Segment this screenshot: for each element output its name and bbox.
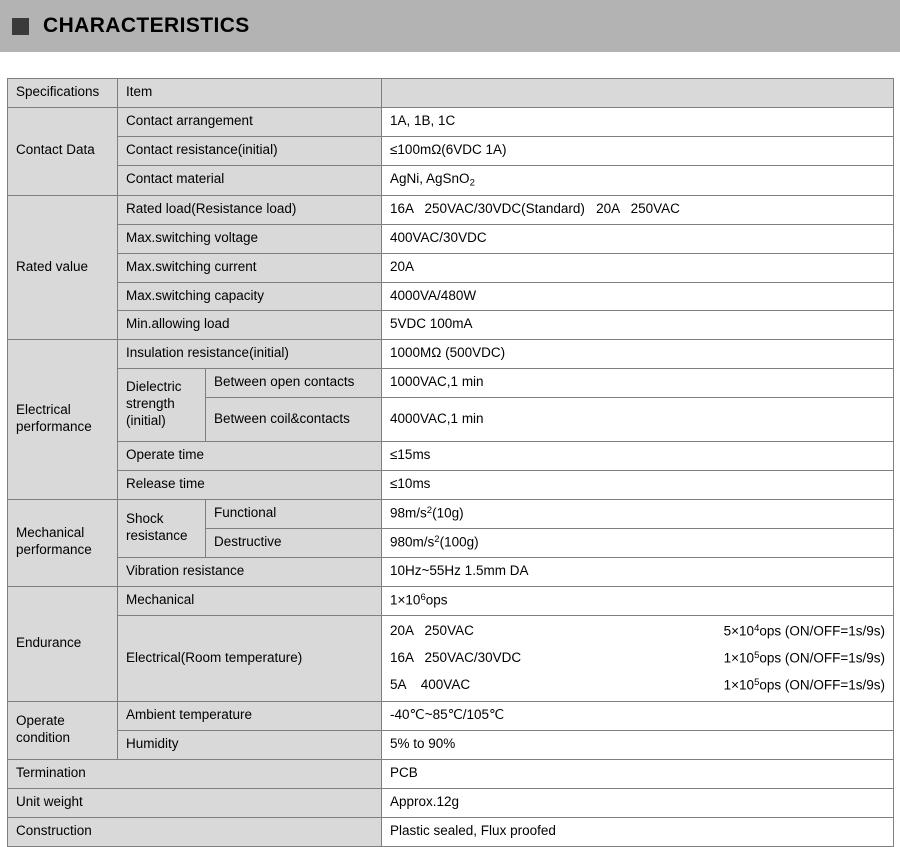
item-rated-load: Rated load(Resistance load) <box>118 195 382 224</box>
endurance-right: $5\times 10^4ops$ (ON/OFF=1s/9s) <box>723 623 886 639</box>
category-operate-condition: Operate condition <box>8 702 118 760</box>
value-contact-resistance: ≤100mΩ(6VDC 1A) <box>382 136 894 165</box>
endurance-left: 5A 400VAC <box>390 677 471 693</box>
endurance-right: $1\times 10^5ops$ (ON/OFF=1s/9s) <box>723 650 886 666</box>
header-specifications: Specifications <box>8 79 118 108</box>
table-row <box>8 789 894 818</box>
item-vibration-resistance: Vibration resistance <box>118 558 382 587</box>
header-item: Item <box>118 79 382 108</box>
table-row <box>8 558 894 587</box>
value-construction: Plastic sealed, Flux proofed <box>382 817 894 846</box>
table-row <box>8 731 894 760</box>
table-row <box>8 760 894 789</box>
table-row <box>8 817 894 846</box>
table-row <box>8 224 894 253</box>
table-row <box>8 470 894 499</box>
value-contact-arrangement: 1A, 1B, 1C <box>382 107 894 136</box>
table-row <box>8 253 894 282</box>
item-contact-arrangement: Contact arrangement <box>118 107 382 136</box>
item-mechanical-endurance: Mechanical <box>118 586 382 615</box>
endurance-line <box>390 672 885 699</box>
item-contact-resistance: Contact resistance(initial) <box>118 136 382 165</box>
value-min-allowing-load: 5VDC 100mA <box>382 311 894 340</box>
item-max-switching-current: Max.switching current <box>118 253 382 282</box>
table-row <box>8 499 894 528</box>
item-humidity: Humidity <box>118 731 382 760</box>
value-electrical-endurance <box>382 616 894 702</box>
subitem-between-open-contacts: Between open contacts <box>206 369 382 398</box>
endurance-left: 16A 250VAC/30VDC <box>390 650 522 666</box>
item-ambient-temperature: Ambient temperature <box>118 702 382 731</box>
characteristics-table <box>7 78 894 847</box>
value-release-time: ≤10ms <box>382 470 894 499</box>
table-header-row <box>8 79 894 108</box>
table-row <box>8 107 894 136</box>
value-operate-time: ≤15ms <box>382 442 894 471</box>
table-row <box>8 311 894 340</box>
category-rated-value: Rated value <box>8 195 118 339</box>
header-value <box>382 79 894 108</box>
item-contact-material: Contact material <box>118 165 382 195</box>
table-row <box>8 136 894 165</box>
value-ambient-temperature: -40℃~85℃/105℃ <box>382 702 894 731</box>
value-between-open-contacts: 1000VAC,1 min <box>382 369 894 398</box>
subitem-functional: Functional <box>206 499 382 528</box>
item-electrical-endurance: Electrical(Room temperature) <box>118 616 382 702</box>
value-shock-functional: $98m/s^2(10g)$ <box>382 499 894 528</box>
item-max-switching-capacity: Max.switching capacity <box>118 282 382 311</box>
table-row <box>8 369 894 398</box>
value-rated-load: 16A 250VAC/30VDC(Standard) 20A 250VAC <box>382 195 894 224</box>
table-row <box>8 340 894 369</box>
subitem-between-coil-contacts: Between coil&contacts <box>206 398 382 442</box>
item-max-switching-voltage: Max.switching voltage <box>118 224 382 253</box>
subitem-destructive: Destructive <box>206 528 382 557</box>
item-dielectric-strength: Dielectric strength (initial) <box>118 369 206 442</box>
table-row <box>8 195 894 224</box>
endurance-right: $1\times 10^5ops$ (ON/OFF=1s/9s) <box>723 677 886 693</box>
endurance-line <box>390 645 885 672</box>
value-vibration-resistance: 10Hz~55Hz 1.5mm DA <box>382 558 894 587</box>
value-max-switching-current: 20A <box>382 253 894 282</box>
characteristics-table-wrap <box>7 78 893 847</box>
value-shock-destructive: $980m/s^2(100g)$ <box>382 528 894 557</box>
table-row <box>8 442 894 471</box>
item-operate-time: Operate time <box>118 442 382 471</box>
item-termination: Termination <box>8 760 382 789</box>
item-min-allowing-load: Min.allowing load <box>118 311 382 340</box>
item-construction: Construction <box>8 817 382 846</box>
table-row <box>8 586 894 615</box>
endurance-line <box>390 618 885 645</box>
value-unit-weight: Approx.12g <box>382 789 894 818</box>
value-mechanical-endurance: $1\times 10^6ops$ <box>382 586 894 615</box>
value-termination: PCB <box>382 760 894 789</box>
table-row <box>8 616 894 702</box>
value-max-switching-voltage: 400VAC/30VDC <box>382 224 894 253</box>
item-shock-resistance: Shock resistance <box>118 499 206 557</box>
item-release-time: Release time <box>118 470 382 499</box>
category-endurance: Endurance <box>8 586 118 702</box>
characteristics-header <box>0 0 900 52</box>
table-row <box>8 282 894 311</box>
value-max-switching-capacity: 4000VA/480W <box>382 282 894 311</box>
endurance-left: 20A 250VAC <box>390 623 474 639</box>
item-insulation-resistance: Insulation resistance(initial) <box>118 340 382 369</box>
category-mechanical-performance: Mechanical performance <box>8 499 118 586</box>
value-contact-material: AgNi, AgSnO$_2$ <box>382 165 894 195</box>
value-between-coil-contacts: 4000VAC,1 min <box>382 398 894 442</box>
value-insulation-resistance: 1000MΩ (500VDC) <box>382 340 894 369</box>
item-unit-weight: Unit weight <box>8 789 382 818</box>
table-row <box>8 702 894 731</box>
square-bullet-icon <box>12 18 29 35</box>
category-electrical-performance: Electrical performance <box>8 340 118 500</box>
value-humidity: 5% to 90% <box>382 731 894 760</box>
table-row <box>8 165 894 195</box>
page-title: CHARACTERISTICS <box>43 14 250 37</box>
category-contact-data: Contact Data <box>8 107 118 195</box>
